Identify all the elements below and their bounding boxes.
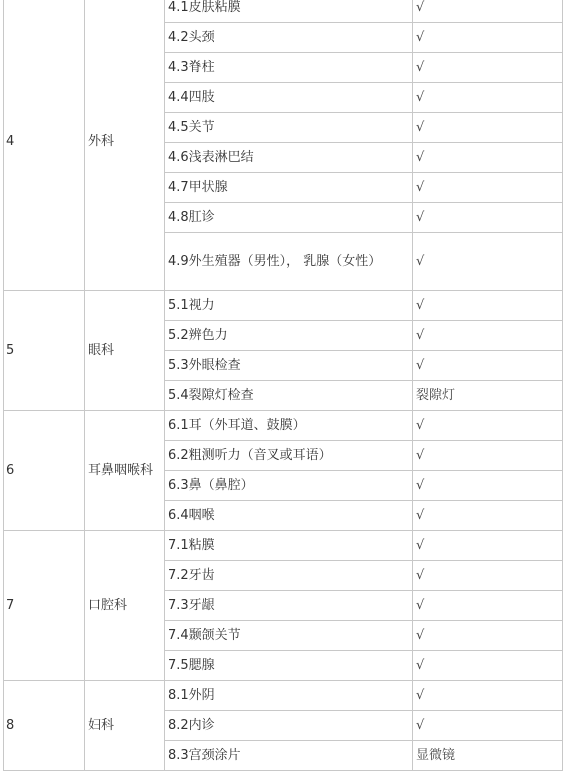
exam-value: √ (413, 143, 563, 173)
exam-item: 6.1耳（外耳道、鼓膜） (165, 411, 413, 441)
exam-value: √ (413, 561, 563, 591)
exam-value: √ (413, 531, 563, 561)
exam-value: 显微镜 (413, 741, 563, 771)
exam-value: √ (413, 711, 563, 741)
exam-item: 4.4四肢 (165, 83, 413, 113)
exam-value: √ (413, 53, 563, 83)
exam-value: √ (413, 321, 563, 351)
table-row (4, 531, 563, 561)
group-number: 8 (4, 681, 85, 771)
exam-item: 5.3外眼检查 (165, 351, 413, 381)
exam-items-table (3, 0, 563, 771)
exam-value: √ (413, 591, 563, 621)
group-number: 5 (4, 291, 85, 411)
exam-item: 4.3脊柱 (165, 53, 413, 83)
exam-value: √ (413, 501, 563, 531)
exam-value: √ (413, 441, 563, 471)
group-number: 6 (4, 411, 85, 531)
exam-value: √ (413, 621, 563, 651)
exam-item: 7.1粘膜 (165, 531, 413, 561)
exam-value: √ (413, 233, 563, 291)
exam-item: 6.2粗测听力（音叉或耳语） (165, 441, 413, 471)
exam-item: 6.3鼻（鼻腔） (165, 471, 413, 501)
exam-item: 8.3宫颈涂片 (165, 741, 413, 771)
group-number: 7 (4, 531, 85, 681)
exam-item: 6.4咽喉 (165, 501, 413, 531)
exam-value: √ (413, 351, 563, 381)
table-row (4, 681, 563, 711)
exam-item: 4.5关节 (165, 113, 413, 143)
exam-value: √ (413, 203, 563, 233)
exam-value: √ (413, 291, 563, 321)
table-row (4, 411, 563, 441)
exam-item: 4.9外生殖器（男性）， 乳腺（女性） (165, 233, 413, 291)
exam-item: 4.1皮肤粘膜 (165, 0, 413, 23)
table-row (4, 0, 563, 23)
department-name: 眼科 (85, 291, 165, 411)
department-name: 外科 (85, 0, 165, 291)
exam-item: 5.4裂隙灯检查 (165, 381, 413, 411)
exam-item: 7.4颞颌关节 (165, 621, 413, 651)
exam-item: 8.1外阴 (165, 681, 413, 711)
exam-item: 7.3牙龈 (165, 591, 413, 621)
exam-value: √ (413, 83, 563, 113)
exam-item: 4.8肛诊 (165, 203, 413, 233)
exam-item: 5.1视力 (165, 291, 413, 321)
exam-value: √ (413, 113, 563, 143)
exam-value: √ (413, 411, 563, 441)
department-name: 口腔科 (85, 531, 165, 681)
exam-value: √ (413, 471, 563, 501)
department-name: 妇科 (85, 681, 165, 771)
table-row (4, 291, 563, 321)
exam-item: 4.6浅表淋巴结 (165, 143, 413, 173)
exam-item: 4.7甲状腺 (165, 173, 413, 203)
department-name: 耳鼻咽喉科 (85, 411, 165, 531)
exam-value: √ (413, 681, 563, 711)
exam-item: 8.2内诊 (165, 711, 413, 741)
exam-value: √ (413, 173, 563, 203)
exam-value: √ (413, 651, 563, 681)
exam-value: √ (413, 0, 563, 23)
exam-value: 裂隙灯 (413, 381, 563, 411)
exam-item: 7.2牙齿 (165, 561, 413, 591)
exam-value: √ (413, 23, 563, 53)
exam-item: 5.2辨色力 (165, 321, 413, 351)
exam-item: 4.2头颈 (165, 23, 413, 53)
exam-item: 7.5腮腺 (165, 651, 413, 681)
group-number: 4 (4, 0, 85, 291)
